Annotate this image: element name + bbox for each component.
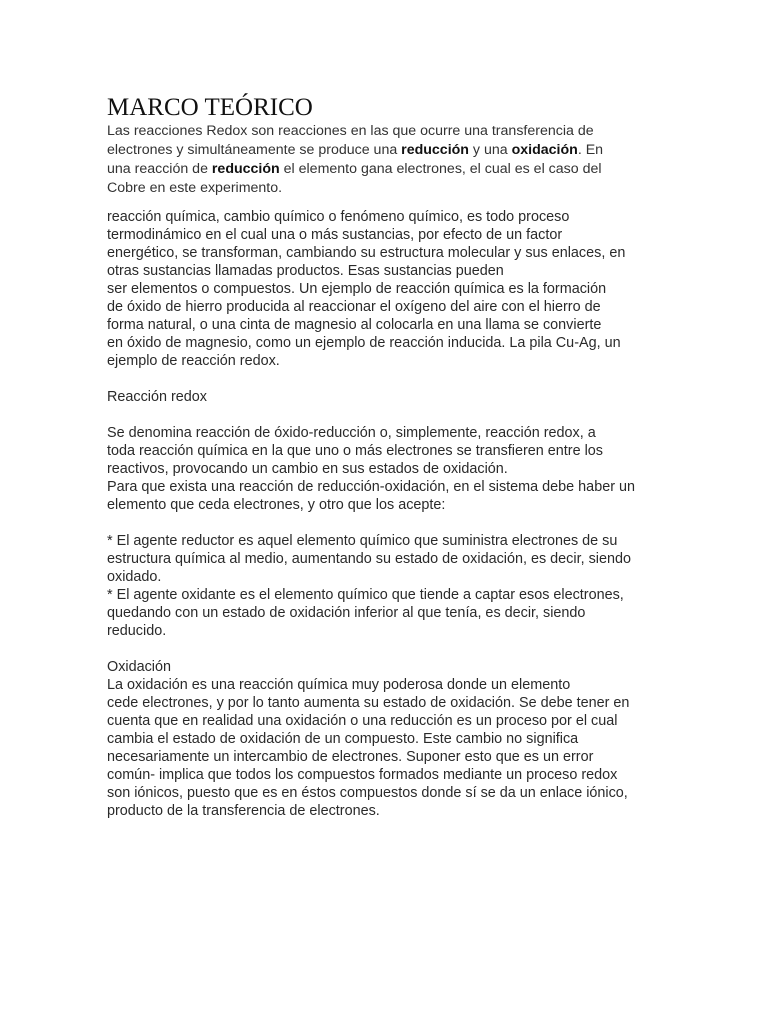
text-line: producto de la transferencia de electrones. [107,803,380,819]
intro-line: Las reacciones Redox son reacciones en las que ocurre una transferencia de [107,123,594,139]
spacer [107,640,635,658]
text-line: cuenta que en realidad una oxidación o una reducción es un proceso por el cual [107,713,618,729]
text-line: ejemplo de reacción redox. [107,353,280,369]
spacer [107,514,635,532]
spacer [107,370,635,388]
text-line: reacción química, cambio químico o fenómeno químico, es todo proceso [107,209,570,225]
paragraph-reaccion-quimica [107,208,635,370]
bold-term-reduccion: reducción [401,142,469,158]
text-line: quedando con un estado de oxidación inferior al que tenía, es decir, siendo [107,605,586,621]
heading-oxidacion: Oxidación [107,659,171,675]
text-line: energético, se transforman, cambiando su estructura molecular y sus enlaces, en [107,245,626,261]
text-line: otras sustancias llamadas productos. Esas sustancias pueden [107,263,504,279]
heading-reaccion-redox: Reacción redox [107,389,207,405]
text-line: de óxido de hierro producida al reaccionar el oxígeno del aire con el hierro de [107,299,601,315]
body-section [107,208,635,820]
text-line: Se denomina reacción de óxido-reducción o, simplemente, reacción redox, a [107,425,596,441]
bold-term-reduccion: reducción [211,161,280,177]
intro-text: . En [577,142,604,158]
intro-text: y una [468,142,512,158]
text-line: termodinámico en el cual una o más sustancias, por efecto de un factor [107,227,563,243]
text-line: reducido. [107,623,167,639]
text-line: La oxidación es una reacción química muy poderosa donde un elemento [107,677,571,693]
text-line: necesariamente un intercambio de electrones. Suponer esto que es un error [107,749,594,765]
text-line: en óxido de magnesio, como un ejemplo de reacción inducida. La pila Cu-Ag, un [107,335,621,351]
spacer [107,406,635,424]
paragraph-definicion-redox [107,424,635,514]
intro-text: electrones y simultáneamente se produce una [107,142,402,158]
paragraph-agentes [107,532,635,640]
intro-line: Cobre en este experimento. [107,180,283,196]
text-line: son iónicos, puesto que es en éstos compuestos donde sí se da un enlace iónico, [107,785,628,801]
intro-text: el elemento gana electrones, el cual es el caso del [279,161,602,177]
intro-text: una reacción de [107,161,212,177]
paragraph-oxidacion [107,676,635,820]
bold-term-oxidacion: oxidación [511,142,578,158]
text-line: común- implica que todos los compuestos formados mediante un proceso redox [107,767,618,783]
text-line: reactivos, provocando un cambio en sus estados de oxidación. [107,461,508,477]
text-line: estructura química al medio, aumentando su estado de oxidación, es decir, siendo [107,551,631,567]
text-line: Para que exista una reacción de reducción-oxidación, en el sistema debe haber un [107,479,635,495]
intro-paragraph [107,122,603,198]
text-line: * El agente reductor es aquel elemento químico que suministra electrones de su [107,533,618,549]
intro-line [107,141,603,160]
text-line: ser elementos o compuestos. Un ejemplo de reacción química es la formación [107,281,607,297]
text-line: toda reacción química en la que uno o más electrones se transfieren entre los [107,443,603,459]
text-line: * El agente oxidante es el elemento químico que tiende a captar esos electrones, [107,587,624,603]
intro-line [107,160,603,179]
text-line: cambia el estado de oxidación de un compuesto. Este cambio no significa [107,731,579,747]
text-line: cede electrones, y por lo tanto aumenta su estado de oxidación. Se debe tener en [107,695,630,711]
text-line: forma natural, o una cinta de magnesio al colocarla en una llama se convierte [107,317,602,333]
page-title: MARCO TEÓRICO [107,94,313,121]
text-line: elemento que ceda electrones, y otro que los acepte: [107,497,446,513]
text-line: oxidado. [107,569,162,585]
